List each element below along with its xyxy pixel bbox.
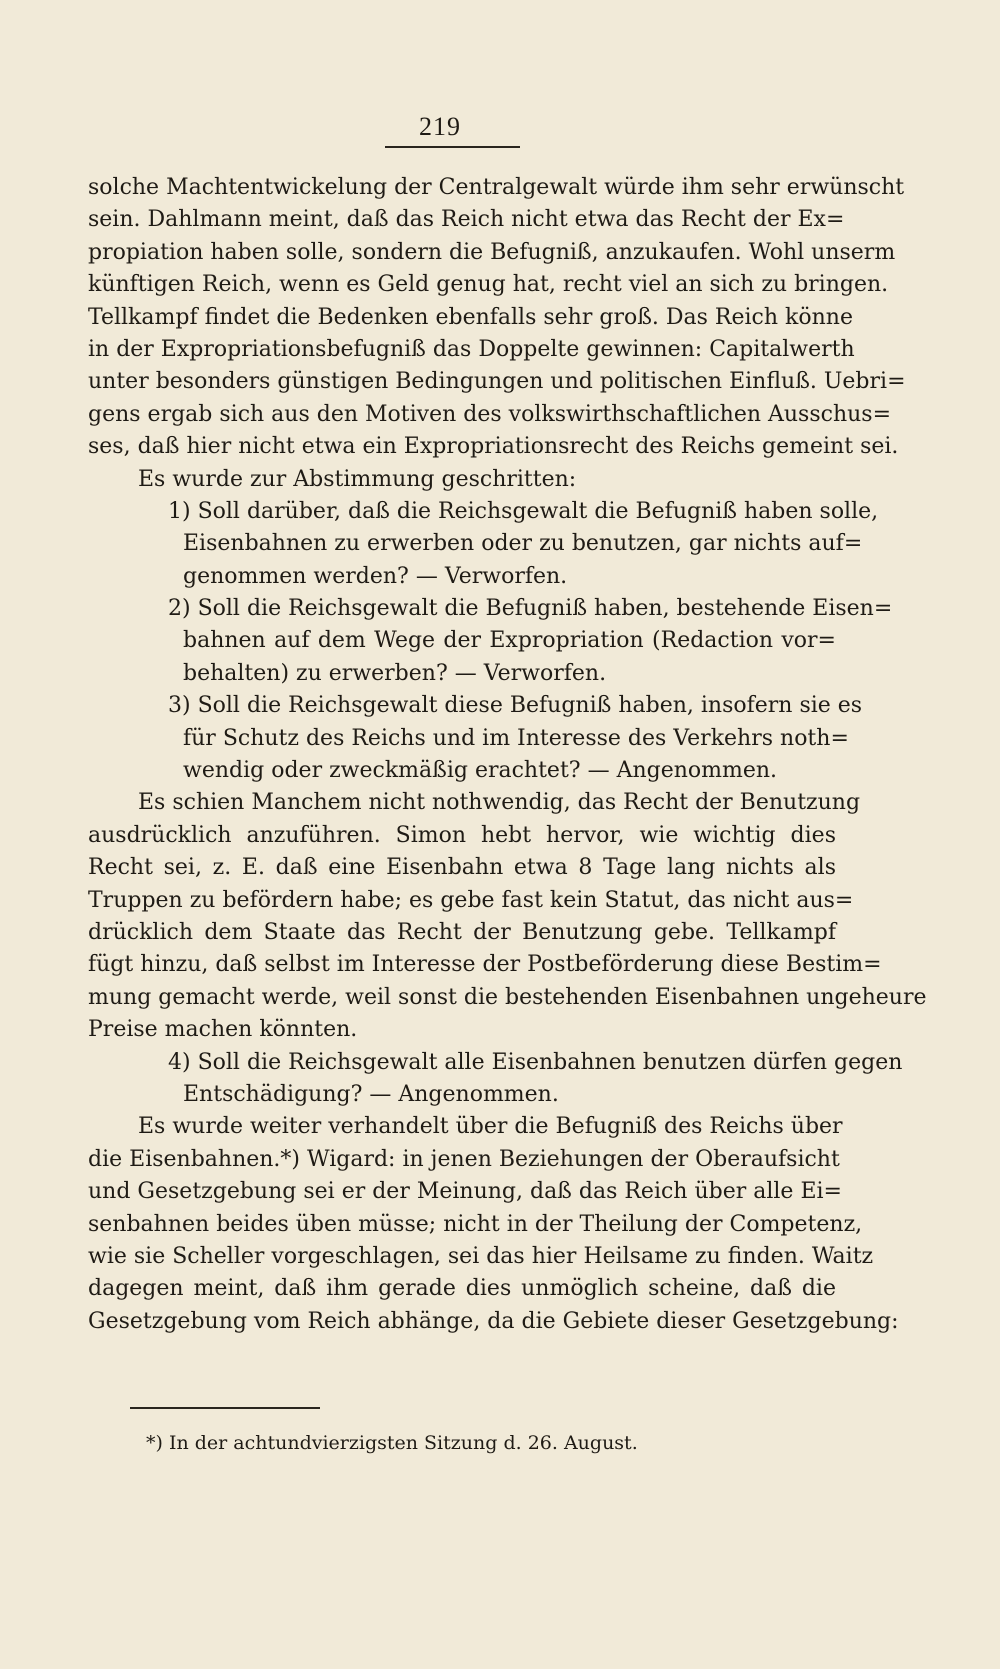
text-line: drücklich dem Staate das Recht der Benutzung gebe. Tellkampf	[88, 919, 836, 945]
text-line: für Schutz des Reichs und im Interesse des Verkehrs noth=	[183, 725, 849, 751]
text-line: Preise machen könnten.	[88, 1017, 358, 1043]
text-line: 1) Soll darüber, daß die Reichsgewalt die Befugniß haben solle,	[168, 498, 879, 524]
footnote-rule	[130, 1407, 320, 1409]
text-line: behalten) zu erwerben? — Verworfen.	[183, 660, 607, 686]
text-line: mung gemacht werde, weil sonst die bestehenden Eisenbahnen ungeheure	[88, 984, 927, 1010]
text-line: Es wurde zur Abstimmung geschritten:	[138, 466, 577, 492]
text-line: 3) Soll die Reichsgewalt diese Befugniß haben, insofern sie es	[168, 693, 863, 719]
text-line: Entschädigung? — Angenommen.	[183, 1081, 559, 1107]
page-number: 219	[419, 112, 461, 141]
text-line: solche Machtentwickelung der Centralgewalt würde ihm sehr erwünscht	[88, 175, 905, 200]
text-line: künftigen Reich, wenn es Geld genug hat, recht viel an sich zu bringen.	[88, 272, 889, 298]
text-line: in der Expropriationsbefugniß das Doppelte gewinnen: Capitalwerth	[88, 336, 855, 362]
text-line: Es schien Manchem nicht nothwendig, das Recht der Benutzung	[138, 790, 861, 816]
text-line: genommen werden? — Verworfen.	[183, 563, 568, 589]
footnote: *) In der achtundvierzigsten Sitzung d. 26. August.	[146, 1432, 638, 1454]
text-line: wie sie Scheller vorgeschlagen, sei das hier Heilsame zu finden. Waitz	[88, 1243, 874, 1269]
text-line: propiation haben solle, sondern die Befugniß, anzukaufen. Wohl unserm	[88, 239, 896, 265]
text-line: Gesetzgebung vom Reich abhänge, da die Gebiete dieser Gesetzgebung:	[88, 1308, 899, 1334]
text-line: bahnen auf dem Wege der Expropriation (Redaction vor=	[183, 628, 836, 654]
text-line: Recht sei, z. E. daß eine Eisenbahn etwa 8 Tage lang nichts als	[88, 855, 836, 881]
text-line: fügt hinzu, daß selbst im Interesse der Postbeförderung diese Bestim=	[88, 952, 882, 978]
text-line: ausdrücklich anzuführen. Simon hebt hervor, wie wichtig dies	[88, 822, 836, 848]
text-line: unter besonders günstigen Bedingungen und politischen Einfluß. Uebri=	[88, 369, 906, 395]
text-line: die Eisenbahnen.*) Wigard: in jenen Beziehungen der Oberaufsicht	[88, 1146, 840, 1172]
text-line: Tellkampf findet die Bedenken ebenfalls sehr groß. Das Reich könne	[88, 304, 853, 330]
text-line: Truppen zu befördern habe; es gebe fast kein Statut, das nicht aus=	[88, 887, 854, 913]
text-line: gens ergab sich aus den Motiven des volkswirthschaftlichen Ausschus=	[88, 401, 892, 427]
text-line: wendig oder zweckmäßig erachtet? — Angenommen.	[183, 758, 778, 784]
text-line: Es wurde weiter verhandelt über die Befugniß des Reichs über	[138, 1114, 843, 1140]
text-line: sein. Dahlmann meint, daß das Reich nicht etwa das Recht der Ex=	[88, 207, 845, 233]
text-line: dagegen meint, daß ihm gerade dies unmöglich scheine, daß die	[88, 1276, 836, 1302]
text-line: und Gesetzgebung sei er der Meinung, daß das Reich über alle Ei=	[88, 1179, 842, 1205]
text-line: senbahnen beides üben müsse; nicht in der Theilung der Competenz,	[88, 1211, 863, 1237]
text-line: 4) Soll die Reichsgewalt alle Eisenbahnen benutzen dürfen gegen	[168, 1049, 903, 1075]
text-line: 2) Soll die Reichsgewalt die Befugniß haben, bestehende Eisen=	[168, 596, 893, 622]
text-line: ses, daß hier nicht etwa ein Expropriationsrecht des Reichs gemeint sei.	[88, 434, 899, 460]
body-text	[88, 172, 927, 1338]
header-rule	[385, 146, 520, 148]
text-line: Eisenbahnen zu erwerben oder zu benutzen, gar nichts auf=	[183, 531, 863, 557]
